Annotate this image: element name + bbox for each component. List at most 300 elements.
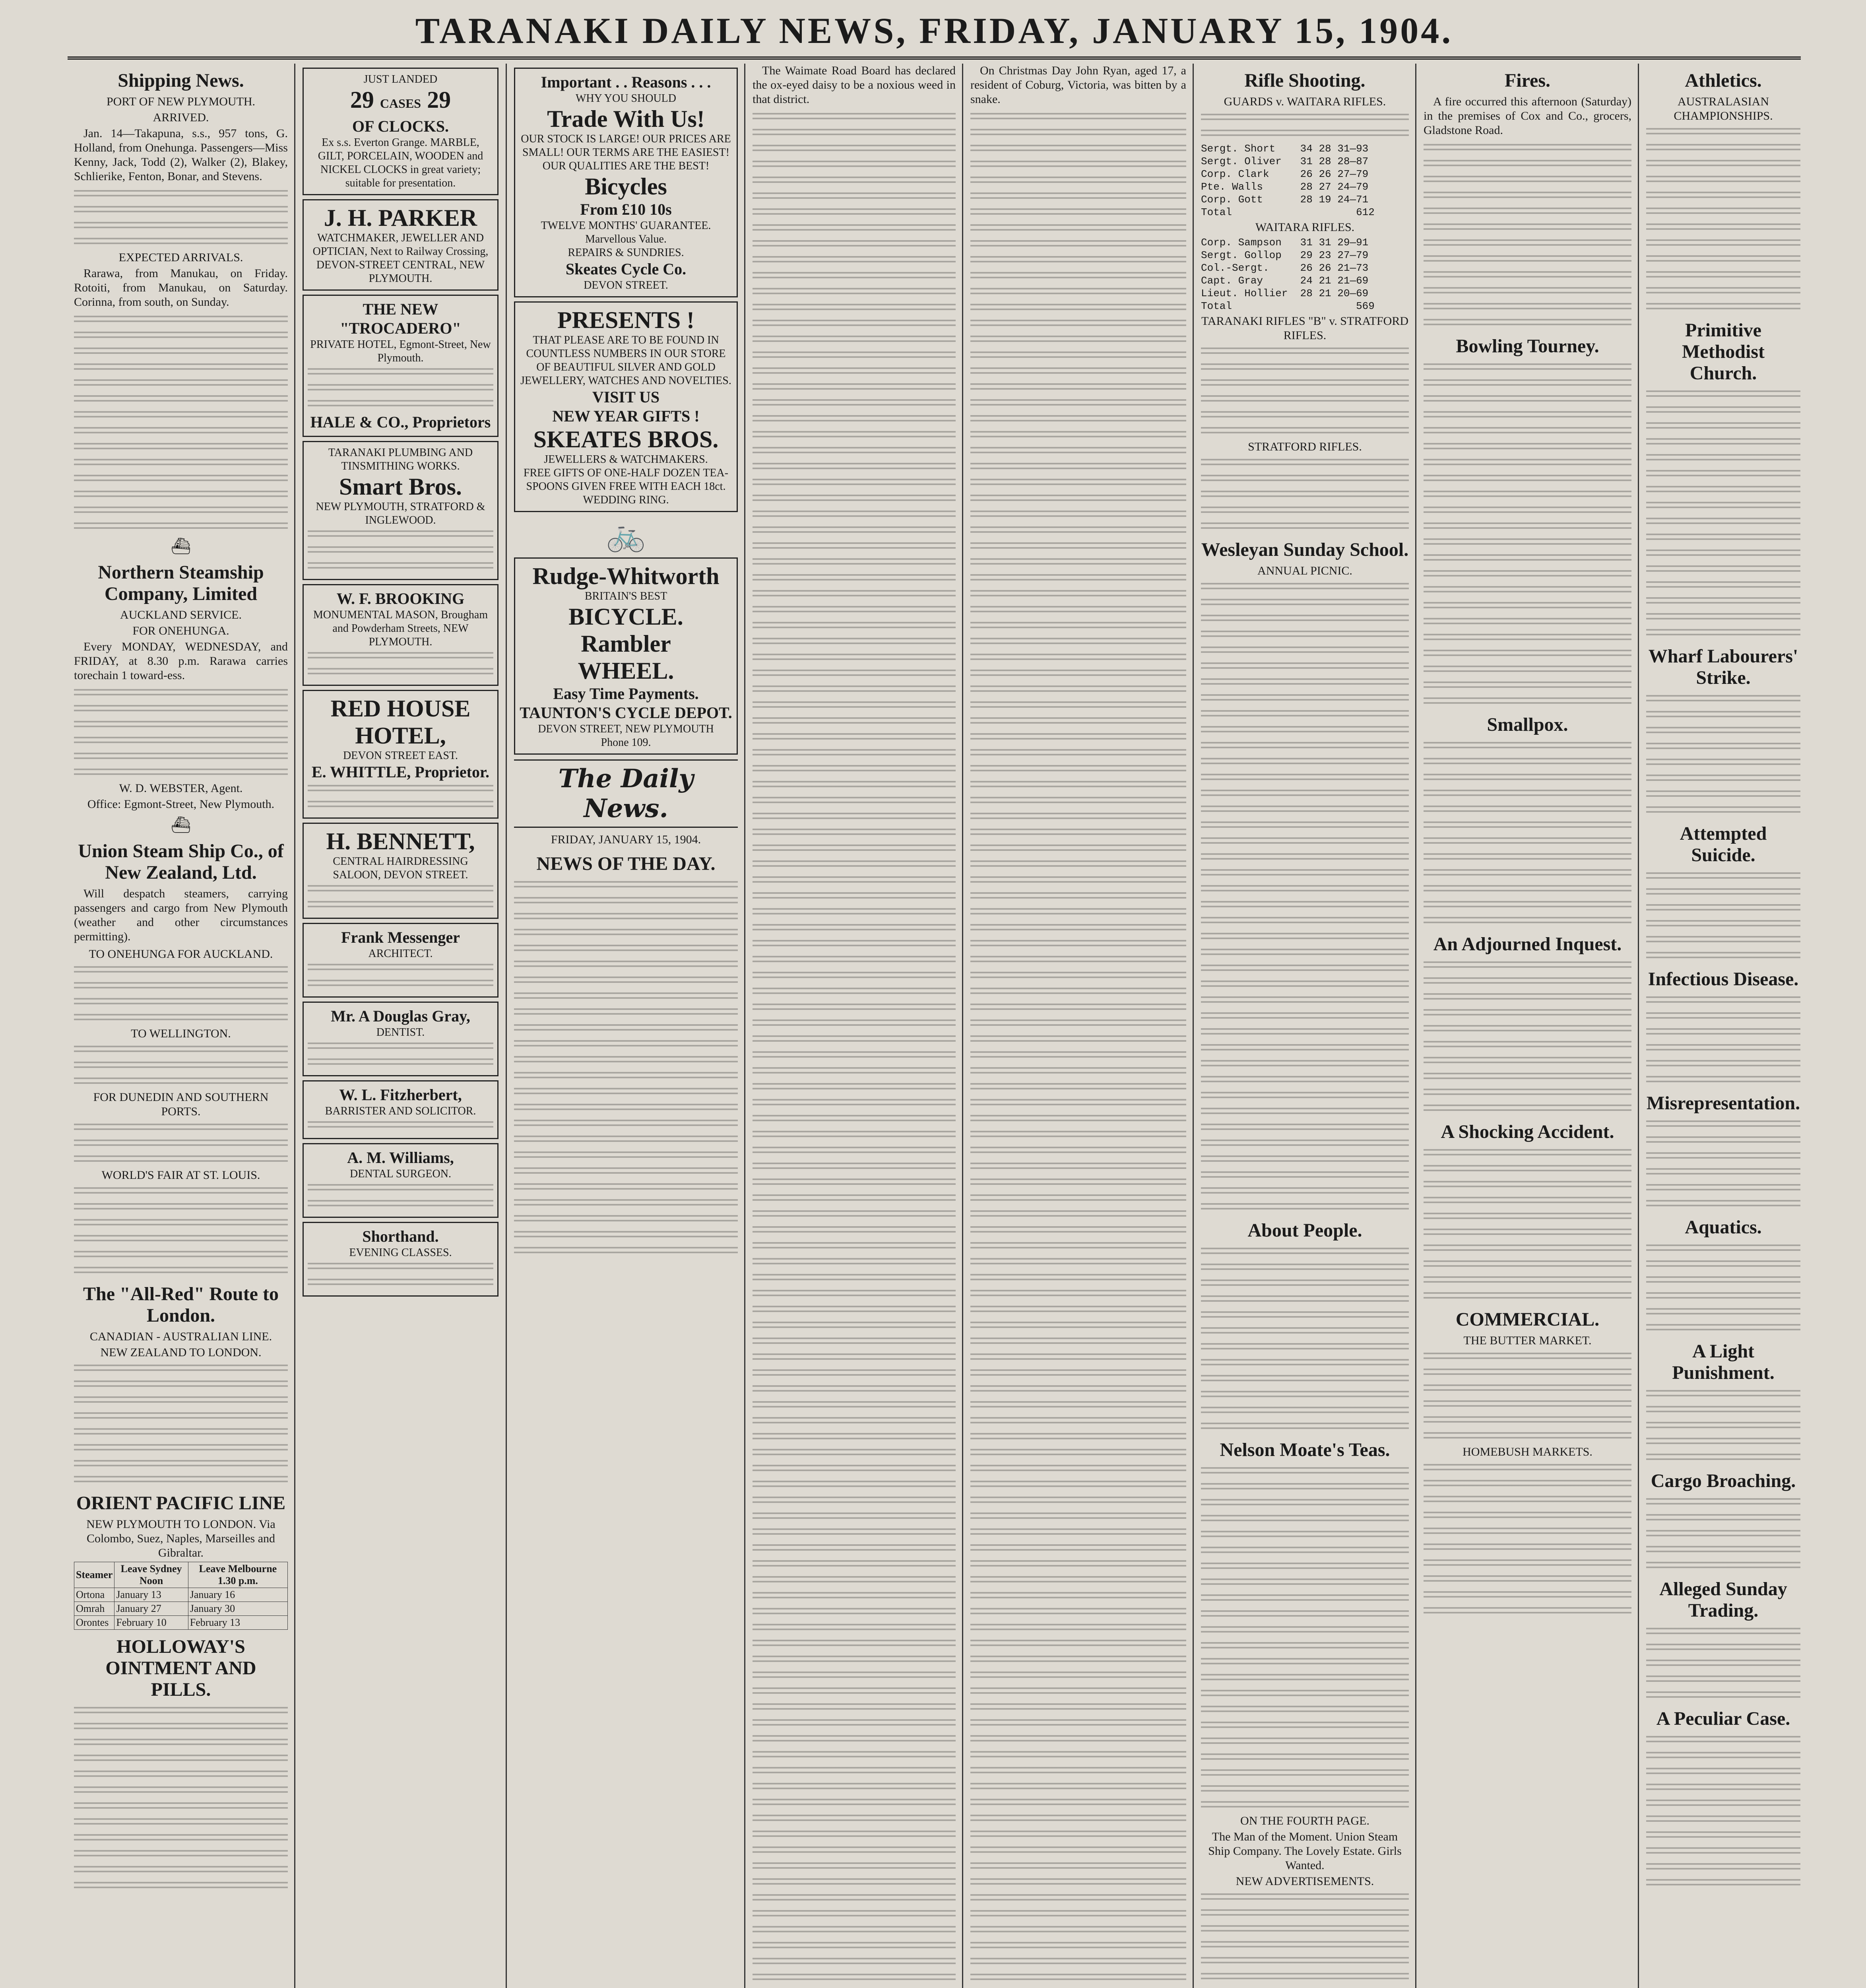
body-text-lines: [1424, 408, 1631, 421]
body-text-lines: [970, 1414, 1186, 1427]
body-text-lines: [753, 1955, 956, 1968]
body-text-lines: [753, 1159, 956, 1173]
body-text-lines: [970, 1239, 1186, 1252]
wellington-label: TO WELLINGTON.: [131, 1027, 231, 1040]
ad-title: Smart Bros.: [339, 474, 462, 500]
body-text-lines: [753, 1191, 956, 1205]
light-punishment-heading: A Light Punishment.: [1672, 1341, 1775, 1383]
body-text-lines: [1646, 1435, 1800, 1448]
body-text-lines: [970, 762, 1186, 775]
ad-title: Mr. A Douglas Gray,: [331, 1007, 470, 1025]
body-text-lines: [753, 1477, 956, 1491]
body-text-lines: [970, 841, 1186, 855]
body-text-lines: [970, 523, 1186, 537]
body-text-lines: [1646, 1419, 1800, 1432]
body-text-lines: [970, 507, 1186, 521]
suicide-heading: Attempted Suicide.: [1680, 823, 1767, 866]
body-text-lines: [1424, 1022, 1631, 1035]
body-text-lines: [1424, 236, 1631, 250]
messenger-ad: [303, 923, 499, 998]
ad-title: E. WHITTLE, Proprietor.: [311, 763, 490, 781]
body-text-lines: [970, 730, 1186, 744]
office: Office: Egmont-Street, New Plymouth.: [87, 798, 275, 811]
butter-market: THE BUTTER MARKET.: [1463, 1334, 1592, 1347]
body-text-lines: [753, 380, 956, 394]
ad-text: NEW PLYMOUTH, STRATFORD & INGLEWOOD.: [316, 501, 485, 526]
ad-text: Marvellous Value.: [585, 233, 667, 245]
trocadero-ad: [303, 295, 499, 437]
body-text-lines: [970, 1923, 1186, 1936]
ad-text: JEWELLERS & WATCHMAKERS.: [544, 453, 708, 466]
body-text-lines: [1424, 1540, 1631, 1554]
body-text-lines: [753, 984, 956, 998]
misrep-heading: Misrepresentation.: [1646, 1093, 1800, 1114]
body-text-lines: [753, 412, 956, 425]
body-text-lines: [753, 650, 956, 664]
body-text-lines: [1646, 1625, 1800, 1638]
body-text-lines: [753, 269, 956, 282]
body-text-lines: [970, 1223, 1186, 1237]
body-text-lines: [1424, 1146, 1631, 1159]
body-text-lines: [1424, 1241, 1631, 1255]
waitara-scores: Corp. Sampson 31 31 29—91 Sergt. Gollop 29 23 27—79 Col.-Sergt. 26 26 21—73 Capt. Gray 24 21 21—69 Lieut. Hollier 28 21 20—69 Total 569: [1201, 237, 1375, 312]
fourth-page-items: The Man of the Moment. Union Steam Ship Company. The Lovely Estate. Girls Wanted.: [1208, 1830, 1402, 1872]
body-text-lines: [1646, 435, 1800, 448]
body-text-lines: [753, 1652, 956, 1666]
body-text-lines: [1646, 1733, 1800, 1746]
body-text-lines: [1646, 141, 1800, 154]
body-text-lines: [1424, 583, 1631, 596]
body-text-lines: [1424, 882, 1631, 895]
body-text-lines: [970, 1462, 1186, 1475]
body-text-lines: [753, 523, 956, 537]
body-text-lines: [1646, 204, 1800, 218]
ad-text: EVENING CLASSES.: [349, 1246, 452, 1259]
body-text-lines: [970, 746, 1186, 759]
body-text-lines: [753, 714, 956, 728]
body-text-lines: [970, 1668, 1186, 1682]
body-text-lines: [753, 921, 956, 934]
body-text-lines: [970, 1796, 1186, 1809]
body-text-lines: [753, 1143, 956, 1157]
ad-text: JUST LANDED: [363, 73, 438, 85]
presents-ad: [514, 301, 738, 512]
body-text-lines: [1646, 1559, 1800, 1572]
body-text-lines: [1424, 786, 1631, 800]
body-text-lines: [1646, 284, 1800, 297]
body-text-lines: [1424, 1588, 1631, 1602]
schedule-cell: Omrah: [74, 1602, 114, 1616]
body-text-lines: [970, 237, 1186, 250]
body-text-lines: [753, 953, 956, 966]
body-text-lines: [1646, 173, 1800, 186]
ad-text: BRITAIN'S BEST: [584, 590, 667, 602]
rudge-ad: [514, 557, 738, 755]
body-text-lines: [970, 1128, 1186, 1141]
body-text-lines: [1424, 834, 1631, 848]
body-text-lines: [970, 1318, 1186, 1332]
orient-heading: ORIENT PACIFIC LINE: [76, 1493, 286, 1514]
ad-text: PRIVATE HOTEL, Egmont-Street, New Plymouth.: [310, 338, 491, 364]
body-text-lines: [753, 1223, 956, 1237]
ad-title: THE NEW "TROCADERO": [340, 300, 461, 337]
body-text-lines: [1424, 1429, 1631, 1442]
taranaki-match: TARANAKI RIFLES "B" v. STRATFORD RIFLES.: [1201, 315, 1409, 342]
news-paragraph: The Waimate Road Board has declared the ox-eyed daisy to be a noxious weed in that district.: [753, 64, 956, 106]
column-brief-news: [1640, 64, 1807, 1988]
clocks-ad: [303, 68, 499, 195]
body-text-lines: [1646, 483, 1800, 496]
body-text-lines: [970, 444, 1186, 457]
body-text-lines: [753, 189, 956, 203]
body-text-lines: [1646, 1289, 1800, 1303]
body-text-lines: [1646, 869, 1800, 883]
body-text-lines: [1646, 220, 1800, 234]
schedule-cell: January 27: [114, 1602, 188, 1616]
body-text-lines: [970, 1875, 1186, 1889]
newspaper-title: TARANAKI DAILY NEWS, FRIDAY, JANUARY 15, 1904.: [415, 10, 1453, 51]
body-text-lines: [970, 1748, 1186, 1761]
wesleyan-heading: Wesleyan Sunday School.: [1201, 539, 1409, 560]
fires-heading: Fires.: [1504, 70, 1551, 91]
body-text-lines: [753, 1255, 956, 1268]
body-text-lines: [1424, 535, 1631, 549]
body-text-lines: [1646, 1812, 1800, 1826]
body-text-lines: [1646, 626, 1800, 639]
ad-text: BARRISTER AND SOLICITOR.: [325, 1105, 476, 1117]
body-text-lines: [753, 873, 956, 887]
body-text-lines: [1424, 1038, 1631, 1051]
body-text-lines: [970, 1971, 1186, 1984]
body-text-lines: [970, 1843, 1186, 1857]
body-text-lines: [1646, 578, 1800, 592]
body-text-lines: [753, 1064, 956, 1077]
body-text-lines: [1646, 1511, 1800, 1524]
body-text-lines: [970, 1207, 1186, 1221]
body-text-lines: [753, 1684, 956, 1698]
ad-title: W. L. Fitzherbert,: [339, 1086, 462, 1104]
body-text-lines: [970, 635, 1186, 648]
body-text-lines: [1424, 551, 1631, 565]
body-text-lines: [970, 555, 1186, 569]
body-text-lines: [1646, 1117, 1800, 1131]
body-text-lines: [1646, 901, 1800, 914]
body-text-lines: [970, 1366, 1186, 1380]
body-text-lines: [753, 1811, 956, 1825]
body-text-lines: [753, 460, 956, 473]
body-text-lines: [753, 348, 956, 362]
body-text-lines: [1646, 1181, 1800, 1194]
body-text-lines: [970, 825, 1186, 839]
body-text-lines: [970, 1509, 1186, 1523]
body-text-lines: [753, 173, 956, 187]
body-text-lines: [753, 1048, 956, 1062]
body-text-lines: [970, 1016, 1186, 1030]
body-text-lines: [1646, 403, 1800, 417]
body-text-lines: [970, 1398, 1186, 1411]
onehunga-label: FOR ONEHUNGA.: [132, 624, 229, 637]
body-text-lines: [1424, 662, 1631, 676]
body-text-lines: [1424, 599, 1631, 612]
body-text-lines: [970, 1541, 1186, 1555]
body-text-lines: [970, 1446, 1186, 1459]
ad-text: OUR STOCK IS LARGE! OUR PRICES ARE SMALL! OUR TERMS ARE THE EASIEST! OUR QUALITIES ARE THE BEST!: [521, 133, 731, 172]
body-text-lines: [1646, 1149, 1800, 1163]
body-text-lines: [970, 1684, 1186, 1698]
rifle-heading: Rifle Shooting.: [1244, 70, 1366, 91]
ad-title: OF CLOCKS.: [352, 117, 449, 135]
body-text-lines: [970, 301, 1186, 314]
body-text-lines: [970, 460, 1186, 473]
ad-title: H. BENNETT,: [326, 828, 475, 854]
body-text-lines: [1646, 1009, 1800, 1023]
body-text-lines: [970, 1191, 1186, 1205]
body-text-lines: [970, 1382, 1186, 1396]
body-text-lines: [1646, 1876, 1800, 1889]
column-news-1: [746, 64, 962, 1988]
body-text-lines: [753, 1557, 956, 1571]
body-text-lines: [1424, 1054, 1631, 1067]
orient-sub: NEW PLYMOUTH TO LONDON. Via Colombo, Suez, Naples, Marseilles and Gibraltar.: [86, 1518, 275, 1559]
body-text-lines: [970, 1303, 1186, 1316]
methodist-heading: Primitive Methodist Church.: [1682, 320, 1765, 384]
body-text-lines: [753, 889, 956, 903]
body-text-lines: [1424, 204, 1631, 218]
body-text-lines: [753, 937, 956, 950]
bennett-ad: [303, 823, 499, 919]
body-text-lines: [753, 1509, 956, 1523]
ad-title: BICYCLE.: [568, 604, 683, 630]
body-text-lines: [753, 1016, 956, 1030]
body-text-lines: [1646, 803, 1800, 817]
ad-text: FREE GIFTS OF ONE-HALF DOZEN TEA-SPOONS GIVEN FREE WITH EACH 18ct. WEDDING RING.: [523, 467, 729, 506]
body-text-lines: [753, 221, 956, 235]
ad-title: From £10 10s: [580, 200, 672, 218]
body-text-lines: [1646, 594, 1800, 608]
worlds-fair: WORLD'S FAIR AT ST. LOUIS.: [101, 1169, 260, 1182]
body-text-lines: [753, 1350, 956, 1364]
body-text-lines: [970, 1907, 1186, 1920]
cases-number: 29 CASES 29: [350, 87, 451, 113]
body-text-lines: [1646, 1041, 1800, 1054]
body-text-lines: [753, 110, 956, 123]
agent: W. D. WEBSTER, Agent.: [119, 782, 243, 795]
body-text-lines: [753, 1128, 956, 1141]
body-text-lines: [1646, 252, 1800, 266]
body-text-lines: [753, 491, 956, 505]
body-text-lines: [1646, 1780, 1800, 1794]
body-text-lines: [1646, 1025, 1800, 1039]
ad-text: TWELVE MONTHS' GUARANTEE.: [541, 219, 711, 232]
fourth-page-label: ON THE FOURTH PAGE.: [1240, 1814, 1369, 1827]
onehunga-auckland: TO ONEHUNGA FOR AUCKLAND.: [89, 947, 273, 961]
body-text-lines: [753, 1859, 956, 1873]
body-text-lines: [970, 889, 1186, 903]
schedule-cell: Orontes: [74, 1616, 114, 1630]
body-text-lines: [1424, 914, 1631, 927]
body-text-lines: [753, 1382, 956, 1396]
body-text-lines: [970, 1780, 1186, 1793]
body-text-lines: [753, 1398, 956, 1411]
body-text-lines: [1646, 917, 1800, 930]
canadian-line: CANADIAN - AUSTRALIAN LINE.: [89, 1330, 272, 1343]
schedule-header: Leave Sydney Noon: [114, 1562, 188, 1588]
steamship-icon: ⛴: [171, 816, 191, 834]
body-text-lines: [970, 1764, 1186, 1777]
body-text-lines: [753, 1700, 956, 1714]
guards-scores: Sergt. Short 34 28 31—93 Sergt. Oliver 31 28 28—87 Corp. Clark 26 26 27—79 Pte. Walls 28 27 24—79 Corp. Gott 28 19 24—71 Total 612: [1201, 143, 1375, 218]
waitara-label: WAITARA RIFLES.: [1255, 221, 1355, 234]
ad-text: DEVON STREET EAST.: [343, 749, 458, 762]
body-text-lines: [970, 1255, 1186, 1268]
body-text-lines: [1424, 1225, 1631, 1239]
body-text-lines: [1646, 1656, 1800, 1670]
body-text-lines: [1646, 1241, 1800, 1255]
body-text-lines: [970, 1939, 1186, 1952]
sailing-schedule: [74, 1562, 288, 1630]
body-text-lines: [970, 650, 1186, 664]
body-text-lines: [1424, 678, 1631, 692]
body-text-lines: [753, 1827, 956, 1841]
ad-title: W. F. BROOKING: [336, 590, 465, 608]
body-text-lines: [1646, 740, 1800, 753]
body-text-lines: [970, 332, 1186, 346]
body-text-lines: [753, 698, 956, 712]
body-text-lines: [1424, 567, 1631, 580]
body-text-lines: [970, 348, 1186, 362]
body-text-lines: [1646, 419, 1800, 433]
body-text-lines: [753, 1239, 956, 1252]
body-text-lines: [1646, 1057, 1800, 1070]
body-text-lines: [970, 1334, 1186, 1348]
wharf-heading: Wharf Labourers' Strike.: [1648, 646, 1798, 688]
body-text-lines: [970, 619, 1186, 632]
body-text-lines: [1424, 974, 1631, 988]
body-text-lines: [1424, 1381, 1631, 1395]
body-text-lines: [753, 1668, 956, 1682]
body-text-lines: [970, 1350, 1186, 1364]
body-text-lines: [970, 126, 1186, 139]
steamship-icon: ⛴: [171, 537, 191, 555]
body-text-lines: [1424, 694, 1631, 708]
ad-text: MONUMENTAL MASON, Brougham and Powderham Streets, NEW PLYMOUTH.: [313, 609, 488, 648]
column-news-2: [964, 64, 1193, 1988]
body-text-lines: [1646, 1257, 1800, 1271]
body-text-lines: [753, 969, 956, 982]
body-text-lines: [1646, 933, 1800, 946]
body-text-lines: [1424, 802, 1631, 816]
body-text-lines: [1646, 1844, 1800, 1858]
body-text-lines: [753, 682, 956, 696]
body-text-lines: [1424, 284, 1631, 297]
body-text-lines: [1424, 1209, 1631, 1223]
body-text-lines: [1424, 1349, 1631, 1363]
body-text-lines: [1424, 360, 1631, 374]
body-text-lines: [753, 1796, 956, 1809]
body-text-lines: [1646, 514, 1800, 528]
body-text-lines: [753, 905, 956, 918]
column-sport: [1195, 64, 1415, 1988]
body-text-lines: [753, 1446, 956, 1459]
body-text-lines: [753, 810, 956, 823]
ad-text: CENTRAL HAIRDRESSING SALOON, DEVON STREET.: [333, 855, 468, 881]
body-text-lines: [1424, 898, 1631, 911]
body-text-lines: [1646, 1133, 1800, 1147]
body-text-lines: [970, 1287, 1186, 1300]
picnic-label: ANNUAL PICNIC.: [1257, 564, 1352, 577]
column-rule: [1415, 64, 1416, 1988]
body-text-lines: [1646, 1749, 1800, 1762]
body-text-lines: [970, 810, 1186, 823]
ad-title: Rambler: [581, 631, 671, 657]
schedule-cell: January 16: [188, 1588, 287, 1602]
body-text-lines: [753, 1334, 956, 1348]
sunday-trading-heading: Alleged Sunday Trading.: [1659, 1578, 1787, 1621]
body-text-lines: [1424, 1493, 1631, 1506]
body-text-lines: [970, 110, 1186, 123]
body-text-lines: [1424, 1365, 1631, 1379]
expected-label: EXPECTED ARRIVALS.: [118, 251, 243, 264]
ad-title: WHEEL.: [578, 658, 674, 684]
athletics-heading: Athletics.: [1685, 70, 1762, 91]
body-text-lines: [753, 428, 956, 441]
body-text-lines: [1424, 141, 1631, 154]
arrived-label: ARRIVED.: [153, 111, 209, 124]
body-text-lines: [1646, 1197, 1800, 1210]
body-text-lines: [970, 380, 1186, 394]
expected-text: Rarawa, from Manukau, on Friday. Rotoiti, from Manukau, on Saturday. Corinna, from south, on Sunday.: [74, 267, 288, 309]
homebush-markets: HOMEBUSH MARKETS.: [1463, 1445, 1593, 1458]
body-text-lines: [753, 1271, 956, 1284]
arrived-text: Jan. 14—Takapuna, s.s., 957 tons, G. Holland, from Onehunga. Passengers—Miss Kenny, Jack, Todd (2), Walker (2), Blakey, Schlierike, Fenton, Bonar, and Stevens.: [74, 127, 288, 183]
body-text-lines: [1424, 157, 1631, 170]
body-text-lines: [753, 1525, 956, 1539]
body-text-lines: [970, 714, 1186, 728]
column-telegrams: [1417, 64, 1638, 1988]
body-text-lines: [1646, 1527, 1800, 1540]
body-text-lines: [1646, 1495, 1800, 1508]
body-text-lines: [1646, 499, 1800, 512]
ad-text: Ex s.s. Everton Grange. MARBLE, GILT, PORCELAIN, WOODEN and NICKEL CLOCKS in great variety; suitable for presentation.: [318, 136, 483, 189]
body-text-lines: [1424, 850, 1631, 864]
body-text-lines: [753, 1287, 956, 1300]
body-text-lines: [970, 666, 1186, 680]
body-text-lines: [1646, 546, 1800, 560]
body-text-lines: [753, 1541, 956, 1555]
commercial-heading: COMMERCIAL.: [1455, 1309, 1600, 1330]
holloway-heading: HOLLOWAY'S OINTMENT AND PILLS.: [105, 1636, 256, 1700]
ad-text: DENTAL SURGEON.: [350, 1168, 451, 1180]
body-text-lines: [1646, 1305, 1800, 1318]
column-rule: [506, 64, 507, 1988]
ad-text: DENTIST.: [376, 1026, 425, 1039]
body-text-lines: [970, 1112, 1186, 1125]
body-text-lines: [753, 1032, 956, 1046]
schedule-cell: January 30: [188, 1602, 287, 1616]
body-text-lines: [970, 1986, 1186, 1988]
body-text-lines: [970, 476, 1186, 489]
accident-heading: A Shocking Accident.: [1441, 1121, 1614, 1142]
body-text-lines: [1424, 1508, 1631, 1522]
body-text-lines: [1424, 487, 1631, 501]
allred-heading: The "All-Red" Route to London.: [83, 1283, 279, 1326]
body-text-lines: [753, 364, 956, 378]
body-text-lines: [753, 730, 956, 744]
body-text-lines: [1646, 1387, 1800, 1400]
body-text-lines: [1424, 739, 1631, 752]
ad-title: Skeates Cycle Co.: [565, 260, 687, 278]
body-text-lines: [1424, 1194, 1631, 1207]
